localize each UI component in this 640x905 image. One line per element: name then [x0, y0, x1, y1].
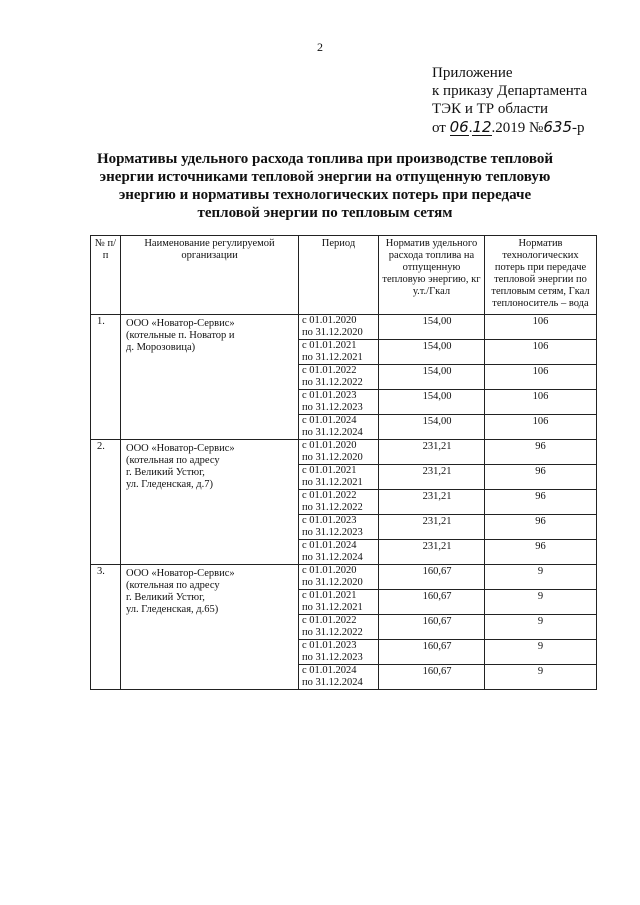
organization-line: ул. Гледенская, д.7)	[126, 479, 213, 490]
organization-line: г. Великий Устюг,	[126, 467, 205, 478]
row-number: 3.	[91, 565, 121, 690]
page-number: 2	[317, 40, 323, 54]
appendix-date-line	[432, 118, 587, 137]
period-from: с 01.01.2024	[302, 415, 357, 426]
fuel-norm-cell: 154,00	[379, 365, 485, 390]
period-from: с 01.01.2021	[302, 340, 357, 351]
loss-norm-cell: 96	[485, 440, 597, 465]
period-cell	[299, 340, 379, 365]
organization-name	[121, 315, 299, 440]
period-from: с 01.01.2021	[302, 465, 357, 476]
organization-name	[121, 565, 299, 690]
loss-norm-cell: 106	[485, 415, 597, 440]
period-to: по 31.12.2022	[302, 627, 363, 638]
header-period: Период	[299, 236, 379, 315]
period-to: по 31.12.2020	[302, 327, 363, 338]
loss-norm-cell: 96	[485, 465, 597, 490]
period-from: с 01.01.2023	[302, 515, 357, 526]
document-title: Нормативы удельного расхода топлива при производстве тепловой энергии источниками тепловой энергии на отпущенную тепловую энергию и нормативы технологических потерь при передаче тепловой энергии по тепловым сетям	[97, 151, 553, 221]
fuel-norm-cell: 231,21	[379, 540, 485, 565]
period-from: с 01.01.2022	[302, 615, 357, 626]
appendix-line-3: ТЭК и ТР области	[432, 101, 548, 117]
fuel-norm-cell: 160,67	[379, 615, 485, 640]
fuel-norm-cell: 160,67	[379, 665, 485, 690]
appendix-line-1: Приложение	[432, 65, 513, 81]
fuel-norm-cell: 154,00	[379, 315, 485, 340]
period-cell	[299, 390, 379, 415]
organization-line: (котельные п. Новатор и	[126, 330, 235, 341]
fuel-norm-cell: 154,00	[379, 415, 485, 440]
order-number: 635	[543, 118, 572, 136]
period-to: по 31.12.2021	[302, 352, 363, 363]
norms-table	[90, 235, 597, 690]
organization-line: ООО «Новатор-Сервис»	[126, 443, 235, 454]
organization-name	[121, 440, 299, 565]
period-from: с 01.01.2023	[302, 390, 357, 401]
fuel-norm-cell: 160,67	[379, 640, 485, 665]
loss-norm-cell: 96	[485, 515, 597, 540]
period-from: с 01.01.2024	[302, 540, 357, 551]
period-cell	[299, 640, 379, 665]
period-from: с 01.01.2020	[302, 440, 357, 451]
period-cell	[299, 415, 379, 440]
period-cell	[299, 615, 379, 640]
fuel-norm-cell: 231,21	[379, 440, 485, 465]
period-to: по 31.12.2022	[302, 377, 363, 388]
period-to: по 31.12.2022	[302, 502, 363, 513]
row-number: 1.	[91, 315, 121, 440]
organization-line: ООО «Новатор-Сервис»	[126, 318, 235, 329]
period-to: по 31.12.2023	[302, 402, 363, 413]
organization-line: ул. Гледенская, д.65)	[126, 604, 219, 615]
date-month: 12	[472, 118, 492, 136]
table-row	[91, 440, 597, 465]
date-prefix: от	[432, 120, 446, 136]
period-from: с 01.01.2024	[302, 665, 357, 676]
period-cell	[299, 515, 379, 540]
period-to: по 31.12.2021	[302, 602, 363, 613]
period-cell	[299, 440, 379, 465]
period-to: по 31.12.2021	[302, 477, 363, 488]
period-from: с 01.01.2021	[302, 590, 357, 601]
date-separator: .	[468, 120, 473, 136]
loss-norm-cell: 9	[485, 615, 597, 640]
appendix-line-2: к приказу Департамента	[432, 83, 588, 99]
header-num: № п/п	[91, 236, 121, 315]
fuel-norm-cell: 154,00	[379, 390, 485, 415]
fuel-norm-cell: 231,21	[379, 515, 485, 540]
period-cell	[299, 590, 379, 615]
fuel-norm-cell: 160,67	[379, 590, 485, 615]
period-cell	[299, 540, 379, 565]
period-cell	[299, 665, 379, 690]
loss-norm-cell: 9	[485, 640, 597, 665]
period-to: по 31.12.2024	[302, 427, 363, 438]
header-loss-norm: Норматив технологических потерь при передаче тепловой энергии по тепловым сетям, Гкал теплоноситель – вода	[485, 236, 597, 315]
period-from: с 01.01.2020	[302, 565, 357, 576]
loss-norm-cell: 106	[485, 365, 597, 390]
loss-norm-cell: 106	[485, 340, 597, 365]
table-row	[91, 315, 597, 340]
fuel-norm-cell: 231,21	[379, 465, 485, 490]
loss-norm-cell: 96	[485, 490, 597, 515]
appendix-block	[432, 64, 587, 137]
loss-norm-cell: 9	[485, 565, 597, 590]
table-body	[91, 315, 597, 690]
loss-norm-cell: 106	[485, 390, 597, 415]
table-header-row	[91, 236, 597, 315]
fuel-norm-cell: 154,00	[379, 340, 485, 365]
period-cell	[299, 490, 379, 515]
period-cell	[299, 315, 379, 340]
row-number: 2.	[91, 440, 121, 565]
organization-line: д. Морозовица)	[126, 342, 196, 353]
period-from: с 01.01.2022	[302, 365, 357, 376]
organization-line: (котельная по адресу	[126, 455, 220, 466]
organization-line: (котельная по адресу	[126, 580, 220, 591]
period-cell	[299, 465, 379, 490]
order-suffix: -р	[572, 120, 585, 136]
fuel-norm-cell: 231,21	[379, 490, 485, 515]
period-to: по 31.12.2023	[302, 527, 363, 538]
organization-line: ООО «Новатор-Сервис»	[126, 568, 235, 579]
period-to: по 31.12.2020	[302, 452, 363, 463]
period-from: с 01.01.2022	[302, 490, 357, 501]
loss-norm-cell: 9	[485, 665, 597, 690]
date-year: .2019 №	[491, 120, 544, 136]
loss-norm-cell: 96	[485, 540, 597, 565]
date-day: 06	[449, 118, 469, 136]
loss-norm-cell: 9	[485, 590, 597, 615]
fuel-norm-cell: 160,67	[379, 565, 485, 590]
period-to: по 31.12.2024	[302, 552, 363, 563]
period-cell	[299, 565, 379, 590]
header-fuel-norm: Норматив удельного расхода топлива на отпущенную тепловую энергию, кг у.т./Гкал	[379, 236, 485, 315]
header-org: Наименование регулируемой организации	[121, 236, 299, 315]
period-cell	[299, 365, 379, 390]
period-from: с 01.01.2020	[302, 315, 357, 326]
period-to: по 31.12.2024	[302, 677, 363, 688]
loss-norm-cell: 106	[485, 315, 597, 340]
table-row	[91, 565, 597, 590]
period-to: по 31.12.2020	[302, 577, 363, 588]
period-to: по 31.12.2023	[302, 652, 363, 663]
organization-line: г. Великий Устюг,	[126, 592, 205, 603]
period-from: с 01.01.2023	[302, 640, 357, 651]
